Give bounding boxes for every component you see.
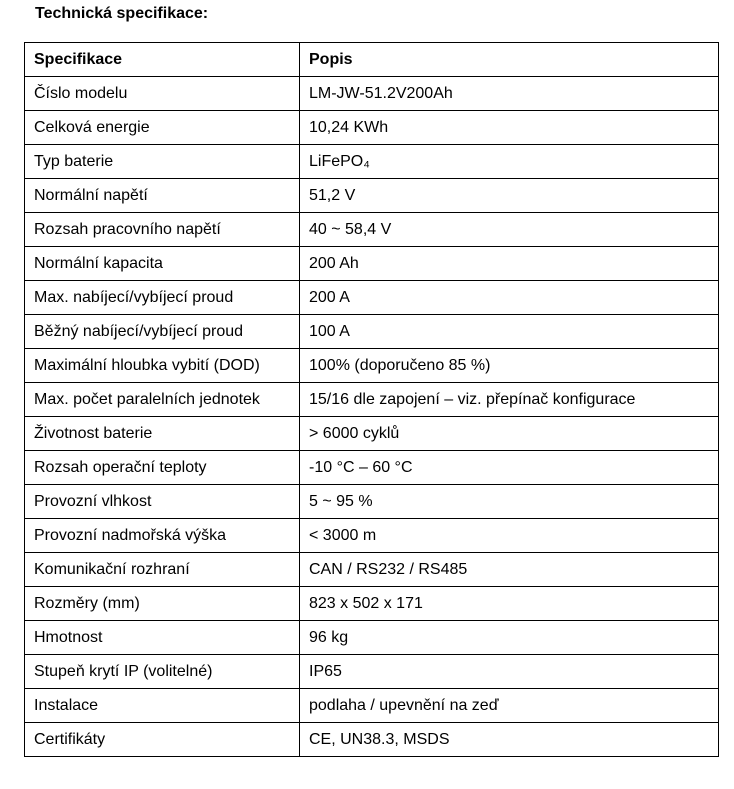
spec-label: Běžný nabíjecí/vybíjecí proud [25,315,300,349]
spec-label: Rozměry (mm) [25,587,300,621]
page-title: Technická specifikace: [35,5,209,22]
table-row [25,587,719,621]
spec-label: Číslo modelu [25,77,300,111]
spec-label: Max. nabíjecí/vybíjecí proud [25,281,300,315]
spec-value: 100% (doporučeno 85 %) [300,349,719,383]
spec-label: Provozní nadmořská výška [25,519,300,553]
table-row [25,213,719,247]
spec-value: 823 x 502 x 171 [300,587,719,621]
table-row [25,689,719,723]
table-row [25,553,719,587]
spec-label: Normální kapacita [25,247,300,281]
spec-value: -10 °C – 60 °C [300,451,719,485]
table-row [25,179,719,213]
spec-value: > 6000 cyklů [300,417,719,451]
spec-value: 51,2 V [300,179,719,213]
spec-value: 200 A [300,281,719,315]
spec-label: Celková energie [25,111,300,145]
spec-label: Normální napětí [25,179,300,213]
table-row [25,145,719,179]
spec-label: Komunikační rozhraní [25,553,300,587]
table-row [25,451,719,485]
table-row [25,655,719,689]
table-row [25,621,719,655]
spec-label: Maximální hloubka vybití (DOD) [25,349,300,383]
table-row [25,77,719,111]
spec-value: 5 ~ 95 % [300,485,719,519]
spec-label: Hmotnost [25,621,300,655]
spec-label: Certifikáty [25,723,300,757]
table-row [25,485,719,519]
spec-value: 15/16 dle zapojení – viz. přepínač konfigurace [300,383,719,417]
table-row [25,383,719,417]
spec-value: 96 kg [300,621,719,655]
spec-value: IP65 [300,655,719,689]
spec-label: Provozní vlhkost [25,485,300,519]
spec-value: 10,24 KWh [300,111,719,145]
column-header-specification: Specifikace [25,43,300,77]
spec-table [24,42,719,757]
spec-label: Max. počet paralelních jednotek [25,383,300,417]
spec-value: CAN / RS232 / RS485 [300,553,719,587]
spec-table-body [25,77,719,757]
spec-value: CE, UN38.3, MSDS [300,723,719,757]
spec-label: Typ baterie [25,145,300,179]
spec-value: 100 A [300,315,719,349]
spec-value: LM-JW-51.2V200Ah [300,77,719,111]
spec-value: podlaha / upevnění na zeď [300,689,719,723]
table-row [25,111,719,145]
table-row [25,247,719,281]
column-header-description: Popis [300,43,719,77]
spec-value: < 3000 m [300,519,719,553]
spec-label: Rozsah pracovního napětí [25,213,300,247]
spec-label: Rozsah operační teploty [25,451,300,485]
spec-label: Životnost baterie [25,417,300,451]
spec-label: Instalace [25,689,300,723]
table-row [25,281,719,315]
table-row [25,417,719,451]
spec-label: Stupeň krytí IP (volitelné) [25,655,300,689]
spec-value: 40 ~ 58,4 V [300,213,719,247]
table-row [25,723,719,757]
table-row [25,519,719,553]
spec-value: 200 Ah [300,247,719,281]
spec-value: LiFePO₄ [300,145,719,179]
table-row [25,315,719,349]
table-header-row [25,43,719,77]
table-row [25,349,719,383]
